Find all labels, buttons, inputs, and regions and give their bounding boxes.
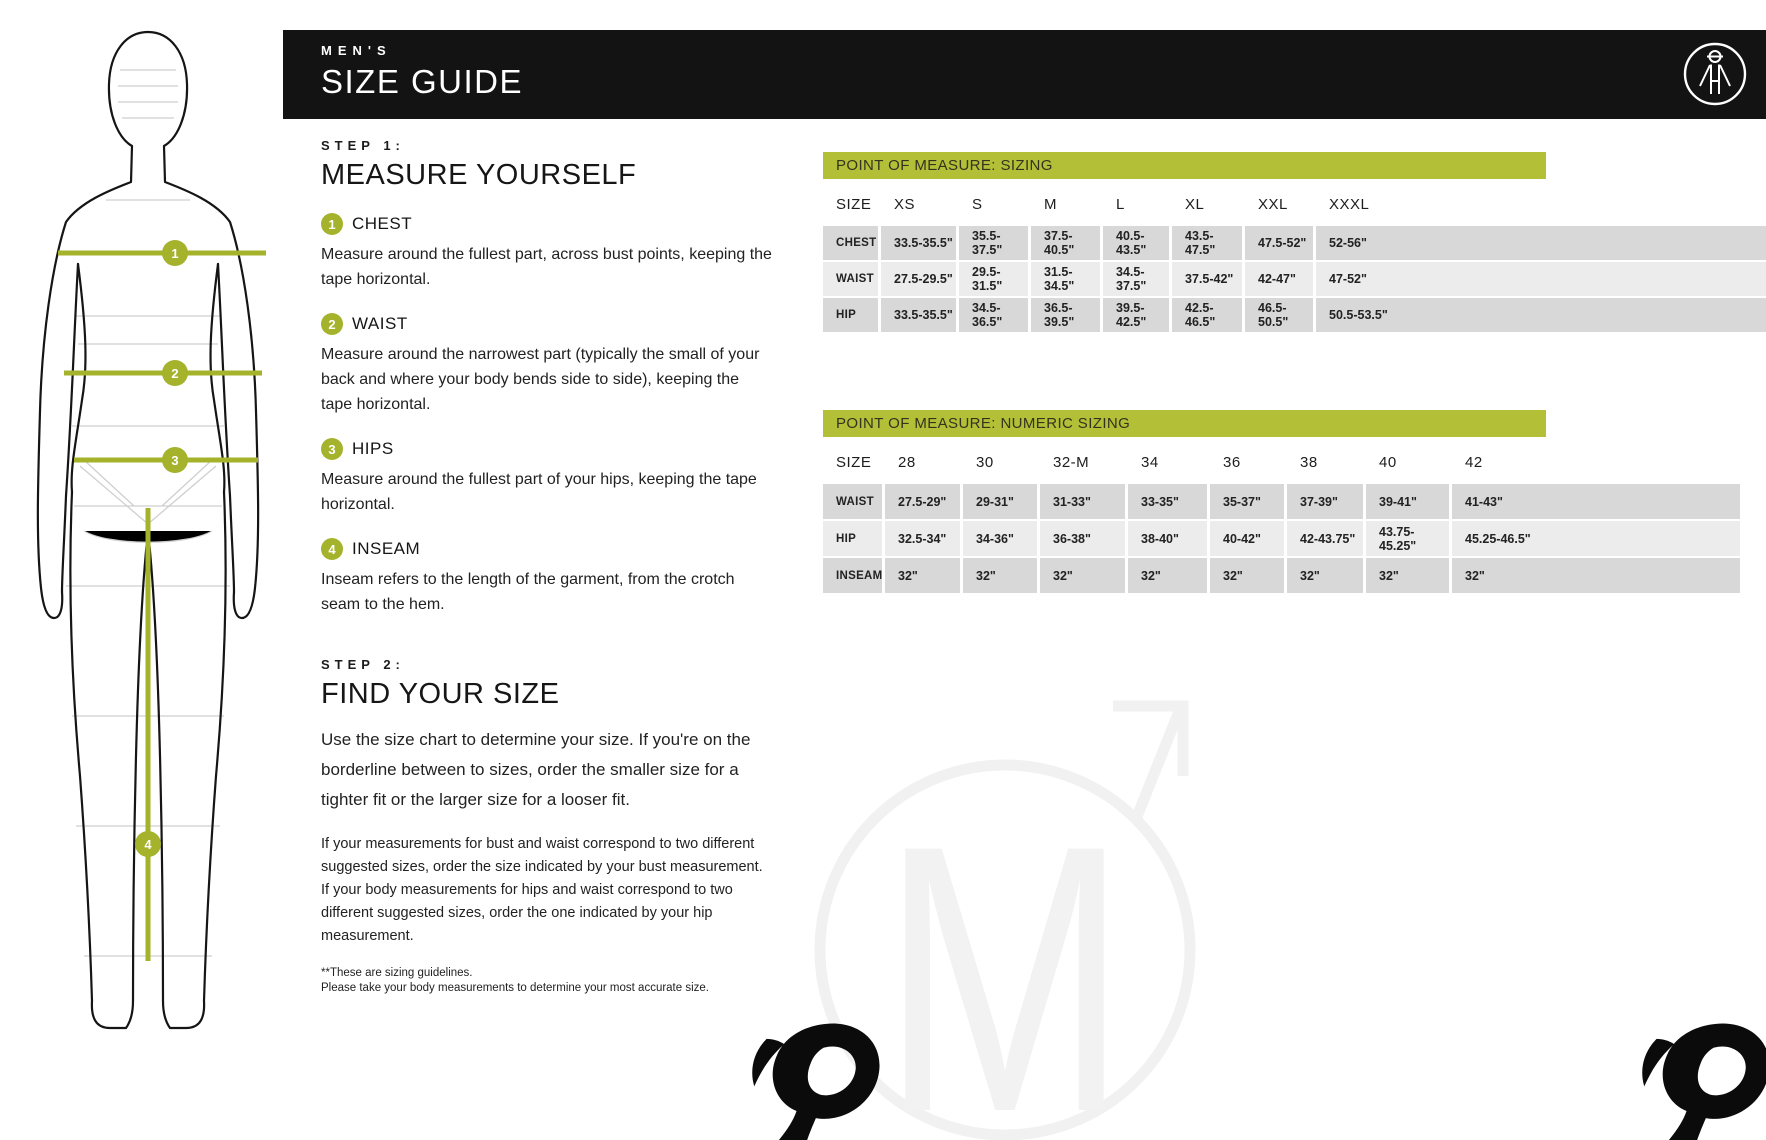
table-cell: 32.5-34" [885,521,960,556]
table-cell: 32" [1287,558,1363,593]
row-label: HIP [823,298,878,332]
table-cell: 40.5-43.5" [1103,226,1169,260]
table-cell: 37.5-40.5" [1031,226,1100,260]
disclaimer-line: **These are sizing guidelines. [321,967,473,979]
table-header-row [823,437,1740,484]
measure-item-waist [321,313,773,417]
marker-number: 4 [144,837,152,852]
column-header: S [972,196,983,213]
column-header: 30 [976,454,994,471]
measure-item-inseam [321,538,773,617]
column-header: SIZE [836,454,872,471]
table-cell: 27.5-29" [885,484,960,519]
table-cell: 42-47" [1245,262,1313,296]
table-cell: 34-36" [963,521,1037,556]
sizing-table [823,152,1766,334]
pearl-izumi-logo [1630,1016,1766,1140]
table-row [823,484,1740,519]
numeric-sizing-table [823,410,1740,595]
measurement-markers [135,240,188,857]
table-cell: 32" [1452,558,1740,593]
step-number-badge: 1 [321,213,343,235]
table-cell: 35.5-37.5" [959,226,1028,260]
table-cell: 35-37" [1210,484,1284,519]
measure-item-name: INSEAM [352,539,421,558]
table-cell: 50.5-53.5" [1316,298,1766,332]
row-label: CHEST [823,226,878,260]
row-label: INSEAM [823,558,882,593]
table-cell: 32" [963,558,1037,593]
table-cell: 36-38" [1040,521,1125,556]
table-cell: 45.25-46.5" [1452,521,1740,556]
table-title: POINT OF MEASURE: NUMERIC SIZING [836,415,1131,432]
table-cell: 31-33" [1040,484,1125,519]
table-cell: 37.5-42" [1172,262,1242,296]
marker-number: 1 [171,246,179,261]
row-label: WAIST [823,262,878,296]
table-row [823,298,1766,332]
tailor-figure-icon [1682,41,1748,107]
table-cell: 41-43" [1452,484,1740,519]
step2-title: FIND YOUR SIZE [321,678,560,710]
step-number-badge: 3 [321,438,343,460]
table-cell: 39.5-42.5" [1103,298,1169,332]
table-row [823,558,1740,593]
measure-item-name: WAIST [352,314,408,333]
table-cell: 43.75-45.25" [1366,521,1449,556]
step1-title: MEASURE YOURSELF [321,159,637,191]
size-guide-header [283,30,1766,119]
step-number-badge: 4 [321,538,343,560]
step2-section [321,657,773,996]
table-cell: 47.5-52" [1245,226,1313,260]
table-row [823,262,1766,296]
step2-note: If your measurements for bust and waist correspond to two different suggested sizes, order the size indicated by your bust measurement. If your body measurements for hips and waist correspond to two different suggested sizes, order the one indicated by your hip measurement. [321,836,763,944]
table-cell: 33-35" [1128,484,1207,519]
table-cell: 33.5-35.5" [881,298,956,332]
row-label: WAIST [823,484,882,519]
table-body [823,484,1740,593]
table-cell: 37-39" [1287,484,1363,519]
column-header: L [1116,196,1125,213]
table-cell: 31.5-34.5" [1031,262,1100,296]
disclaimer-line: Please take your body measurements to determine your most accurate size. [321,982,709,994]
measure-item-description: Measure around the fullest part of your hips, keeping the tape horizontal. [321,471,757,513]
table-title-bar [823,410,1546,437]
sizing-disclaimer [321,966,773,996]
table-cell: 43.5-47.5" [1172,226,1242,260]
table-cell: 32" [1128,558,1207,593]
header-eyebrow: MEN'S [321,43,392,58]
table-cell: 33.5-35.5" [881,226,956,260]
column-header: 40 [1379,454,1397,471]
measure-item-name: CHEST [352,214,413,233]
column-header: XXL [1258,196,1288,213]
column-header: 32-M [1053,454,1090,471]
column-header: SIZE [836,196,872,213]
measure-item-hips [321,438,773,517]
measure-item-description: Measure around the fullest part, across bust points, keeping the tape horizontal. [321,246,772,288]
step2-label: STEP 2: [321,657,405,672]
table-cell: 32" [885,558,960,593]
column-header: XXXL [1329,196,1370,213]
column-header: 42 [1465,454,1483,471]
instructions-column [321,138,773,996]
table-header-row [823,179,1766,226]
column-header: 36 [1223,454,1241,471]
marker-number: 2 [171,366,179,381]
table-body [823,226,1766,332]
table-cell: 34.5-36.5" [959,298,1028,332]
table-cell: 42.5-46.5" [1172,298,1242,332]
table-row [823,226,1766,260]
step1-label: STEP 1: [321,138,405,153]
measure-item-name: HIPS [352,439,394,458]
row-label: HIP [823,521,882,556]
page-title: SIZE GUIDE [321,63,524,100]
table-cell: 32" [1210,558,1284,593]
body-measurement-figure [14,26,284,1036]
step2-paragraph: Use the size chart to determine your size. If you're on the borderline between to sizes, order the smaller size for a tighter fit or the larger size for a looser fit. [321,730,751,809]
step-number-badge: 2 [321,313,343,335]
column-header: XL [1185,196,1205,213]
table-cell: 39-41" [1366,484,1449,519]
table-cell: 32" [1366,558,1449,593]
table-cell: 47-52" [1316,262,1766,296]
table-cell: 46.5-50.5" [1245,298,1313,332]
measure-item-description: Inseam refers to the length of the garment, from the crotch seam to the hem. [321,571,735,613]
column-header: XS [894,196,916,213]
column-header: M [1044,196,1057,213]
column-header: 28 [898,454,916,471]
watermark-letter: M [881,767,1128,1140]
table-cell: 42-43.75" [1287,521,1363,556]
table-cell: 32" [1040,558,1125,593]
marker-number: 3 [171,453,179,468]
table-cell: 27.5-29.5" [881,262,956,296]
column-header: 34 [1141,454,1159,471]
pearl-izumi-logo [740,1016,890,1140]
table-cell: 29-31" [963,484,1037,519]
table-cell: 36.5-39.5" [1031,298,1100,332]
table-cell: 34.5-37.5" [1103,262,1169,296]
table-cell: 38-40" [1128,521,1207,556]
table-cell: 29.5-31.5" [959,262,1028,296]
table-title-bar [823,152,1546,179]
measure-item-description: Measure around the narrowest part (typically the small of your back and where your body bends side to side), keeping the tape horizontal. [321,346,760,413]
table-title: POINT OF MEASURE: SIZING [836,157,1053,174]
column-header: 38 [1300,454,1318,471]
table-cell: 52-56" [1316,226,1766,260]
table-cell: 40-42" [1210,521,1284,556]
table-row [823,521,1740,556]
measure-item-chest [321,213,773,292]
